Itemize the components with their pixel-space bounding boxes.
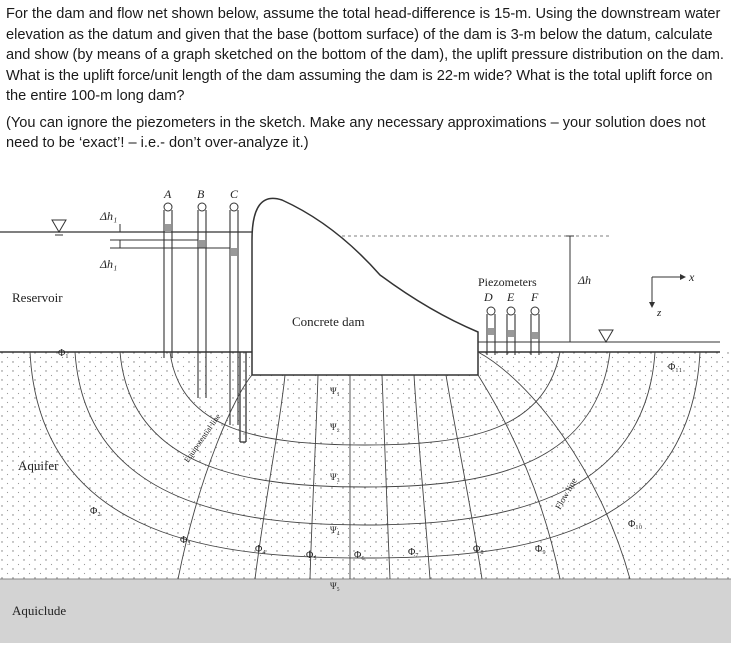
reservoir-label: Reservoir xyxy=(12,290,63,305)
head-label-2: Δh₁ xyxy=(100,257,118,271)
piezometer-label-f: F xyxy=(531,290,539,304)
phi-8-label: Φ₈ xyxy=(473,544,484,555)
reservoir-water-symbol xyxy=(52,220,66,232)
piezometer-tops-upstream xyxy=(164,203,238,211)
piezometer-label-c: C xyxy=(230,187,239,201)
phi-10-label: Φ₁₀ xyxy=(628,519,643,530)
flow-net-figure xyxy=(0,180,731,643)
psi-3-label: Ψ₃ xyxy=(330,472,340,482)
flow-line-label: Flow line xyxy=(553,476,579,511)
equipotential-line-label: Equipotential line xyxy=(182,412,223,465)
piezometer-label-a: A xyxy=(164,187,172,201)
piezometer-label-e: E xyxy=(507,290,515,304)
axis-x-label: x xyxy=(689,270,695,284)
phi-6-label: Φ₆ xyxy=(354,550,365,561)
flow-net-diagram xyxy=(0,180,731,643)
phi-3-label: Φ₃ xyxy=(180,535,191,546)
aquiclude-layer xyxy=(0,579,731,643)
axis-z-label: z xyxy=(657,307,662,319)
phi-4-label: Φ₄ xyxy=(255,544,266,555)
problem-paragraph-2: (You can ignore the piezometers in the sketch. Make any necessary approximations – your solution does not need to be ‘exact’! – i.e.- don’t over-analyze it.) xyxy=(6,114,706,151)
phi-1-label: Φ₁ xyxy=(58,348,69,359)
total-head-label: Δh xyxy=(578,273,592,287)
psi-2-label: Ψ₂ xyxy=(330,422,340,432)
problem-statement xyxy=(6,4,726,160)
piezometers-label: Piezometers xyxy=(478,275,537,289)
concrete-dam xyxy=(252,198,478,375)
psi-5-label: Ψ₅ xyxy=(330,581,340,591)
tailwater-water-symbol xyxy=(599,330,613,342)
phi-11-label: Φ₁₁ xyxy=(668,362,683,373)
aquifer-label: Aquifer xyxy=(18,458,59,473)
phi-2-label: Φ₂ xyxy=(90,506,101,517)
psi-4-label: Ψ₄ xyxy=(330,525,340,535)
piezometer-label-d: D xyxy=(484,290,493,304)
aquifer-soil xyxy=(0,352,731,579)
problem-paragraph-1: For the dam and flow net shown below, assume the total head-difference is 15-m. Using the downstream water elevation as the datum and given that the base (bottom surface) of the dam is 3-m below the datum, calculate and show (by means of a graph sketched on the bottom of the dam), the uplift pressure distribution on the dam. What is the uplift force/unit length of the dam assuming the dam is 22-m wide? What is the total uplift force on the entire 100-m long dam? xyxy=(6,6,724,104)
phi-5-label: Φ₅ xyxy=(306,550,317,561)
psi-1-label: Ψ₁ xyxy=(330,386,340,396)
phi-7-label: Φ₇ xyxy=(408,547,419,558)
concrete-dam-label: Concrete dam xyxy=(292,314,365,329)
head-label-1: Δh₁ xyxy=(100,209,118,223)
phi-9-label: Φ₉ xyxy=(535,544,546,555)
aquiclude-label: Aquiclude xyxy=(12,603,67,618)
piezometer-label-b: B xyxy=(197,187,205,201)
